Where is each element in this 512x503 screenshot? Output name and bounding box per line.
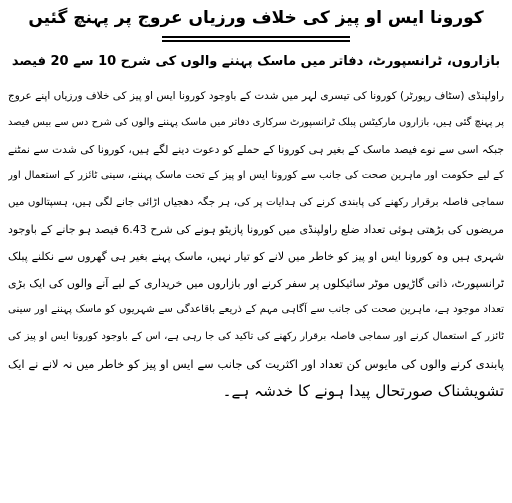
body-line: تشویشناک صورتحال پیدا ہونے کا خدشہ ہے۔ [222, 381, 504, 400]
body-line: راولپنڈی (سٹاف رپورٹر) کورونا کی تیسری لہر میں شدت کے باوجود کورونا ایس او پیز کی خلاف ورزیاں اپنے عروج [8, 90, 504, 102]
subheadline: بازاروں، ٹرانسپورٹ، دفاتر میں ماسک پہننے والوں کی شرح 10 سے 20 فیصد [11, 54, 501, 69]
body-line: ٹرانسپورٹ، ذاتی گاڑیوں موٹر سائیکلوں پر سفر کرنے اور بازاروں میں خریداری کے لیے آنے والوں کی ایک بڑی [8, 276, 504, 290]
body-line: شہری ہیں وہ کورونا ایس او پیز کو خاطر میں لانے کو تیار نہیں، ماسک پہنے بغیر ہی گھروں سے نکلنے پبلک [8, 249, 504, 263]
body-line: ٹائزر کے استعمال کرنے اور سماجی فاصلہ برقرار رکھنے کی تاکید کی جا رہی ہے، اس کے باوجود کورونا ایس او پیز کی [8, 331, 504, 343]
body-line: تعداد موجود ہے، ماہرین صحت کی جانب سے آگاہی مہم کے ذریعے باقاعدگی سے شہریوں کو ماسک پہننے اور سینی [8, 304, 504, 316]
body-line: پابندی کرنے والوں کی مایوس کن تعداد اور اکثریت کی جانب سے ایس او پیز کو خاطر میں نہ لانے نے ایک [8, 356, 504, 371]
headline-divider [162, 36, 350, 42]
body-line: پر پہنچ گئی ہیں، بازاروں مارکیٹس پبلک ٹرانسپورٹ سرکاری دفاتر میں ماسک پہننے والوں کی شرح دس سے بیس فیصد [8, 116, 504, 128]
article-body [8, 83, 504, 405]
body-line: مریضوں کی بڑھتی ہوئی تعداد ضلع راولپنڈی میں کورونا پازیٹو ہونے کی شرح 6.43 فیصد ہو جانے کے باوجود [8, 222, 504, 236]
headline: کورونا ایس او پیز کی خلاف ورزیاں عروج پر پہنچ گئیں [28, 8, 484, 28]
body-line: کے لیے حکومت اور ماہرین صحت کی جانب سے کورونا ایس او پیز کے تحت ماسک پہننے، سینی ٹائزر کے استعمال اور [8, 170, 504, 182]
body-line: جبکہ اسی سے نوے فیصد ماسک کے بغیر ہی کورونا کے حملے کو دعوت دینے لگے ہیں، کورونا کی شدت سے نمٹنے [8, 142, 504, 156]
body-line: سماجی فاصلہ برقرار رکھنے کی پابندی کرنے کی ہدایات پر کی، ہر جگہ دھجیاں اڑائی جانے لگی ہیں، ہسپتالوں میں [8, 197, 504, 209]
